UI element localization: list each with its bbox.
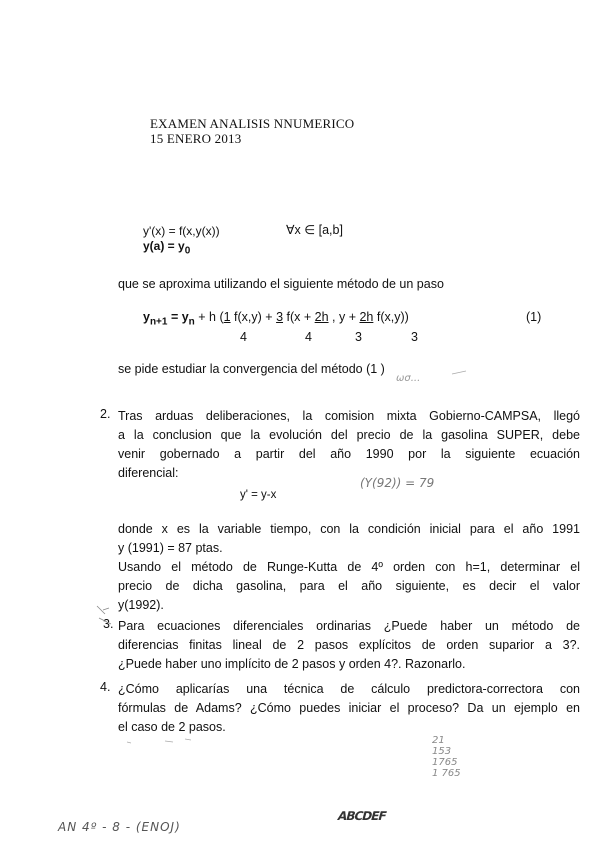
problem-2-line: y (1991) = 87 ptas.	[118, 541, 223, 555]
initial-condition: $y(a) = y_0$	[143, 239, 191, 257]
problem-3-number: 3.	[103, 617, 114, 631]
problem-3-line: diferencias finitas lineal de 2 pasos explícitos de orden suparior a 3?.	[118, 638, 580, 652]
problem-3-statement	[118, 617, 580, 674]
denominator-1: 4	[240, 330, 247, 344]
problem-2-line: precio de dicha gasolina, para el año siguiente, es decir el valor	[118, 579, 580, 593]
method-intro: que se aproxima utilizando el siguiente método de un paso	[118, 277, 444, 291]
handwritten-result: (Y(92)) = 79	[360, 476, 435, 490]
problem-2-line: y(1992).	[118, 598, 164, 612]
exam-title: EXAMEN ANALISIS NNUMERICO	[150, 116, 355, 131]
problem-2-statement	[118, 407, 580, 483]
exam-date: 15 ENERO 2013	[150, 131, 242, 146]
convergence-task: se pide estudiar la convergencia del método (1 )	[118, 362, 385, 376]
problem-2-number: 2.	[100, 407, 111, 421]
denominator-4: 3	[411, 330, 418, 344]
problem-4-number: 4.	[100, 680, 111, 694]
scribble-mark	[125, 735, 205, 749]
scribble-mark	[450, 368, 470, 378]
problem-2-line: a la conclusion que la evolución del precio de la gasolina SUPER, debe	[118, 428, 580, 442]
problem-2-line: donde x es la variable tiempo, con la condición inicial para el año 1991	[118, 522, 580, 536]
scribbled-stamp: ABCDEF	[336, 809, 388, 823]
problem-3-line: ¿Puede haber uno implícito de 2 pasos y orden 4?. Razonarlo.	[118, 657, 466, 671]
scribble-mark	[95, 604, 119, 630]
denominator-2: 4	[305, 330, 312, 344]
problem-2-line: Usando el método de Runge-Kutta de 4º orden con h=1, determinar el	[118, 560, 580, 574]
forall-domain: ∀x ∈ [a,b]	[286, 223, 343, 237]
problem-2-line: diferencial:	[118, 466, 179, 480]
ode-definition: y'(x) = f(x,y(x))	[143, 224, 220, 238]
problem-2-equation: y' = y-x	[240, 489, 277, 501]
problem-2-conditions	[118, 520, 580, 615]
handwritten-note: ωσ...	[396, 373, 421, 384]
handwritten-footer: AN 4º - 8 - (ENOJ)	[58, 820, 181, 834]
equation-number: (1)	[526, 310, 542, 324]
problem-2-line: Tras arduas deliberaciones, la comision mixta Gobierno-CAMPSA, llegó	[118, 409, 580, 423]
problem-4-line: el caso de 2 pasos.	[118, 720, 226, 734]
method-formula: $y_{n+1} = y_n + h$ (1 f(x,y) + 3 f(x + 2h , y + 2h f(x,y))	[143, 310, 409, 328]
problem-4-statement	[118, 680, 580, 737]
problem-3-line: Para ecuaciones diferenciales ordinarias ¿Puede haber un método de	[118, 619, 580, 633]
problem-4-line: ¿Cómo aplicarías una técnica de cálculo predictora-correctora con	[118, 682, 580, 696]
handwritten-calculation: 21 153 1765 1 765	[432, 735, 461, 779]
problem-4-line: fórmulas de Adams? ¿Cómo puedes iniciar el proceso? Da un ejemplo en	[118, 701, 580, 715]
problem-2-line: venir gobernado a partir del año 1990 por la siguiente ecuación	[118, 447, 580, 461]
denominator-3: 3	[355, 330, 362, 344]
